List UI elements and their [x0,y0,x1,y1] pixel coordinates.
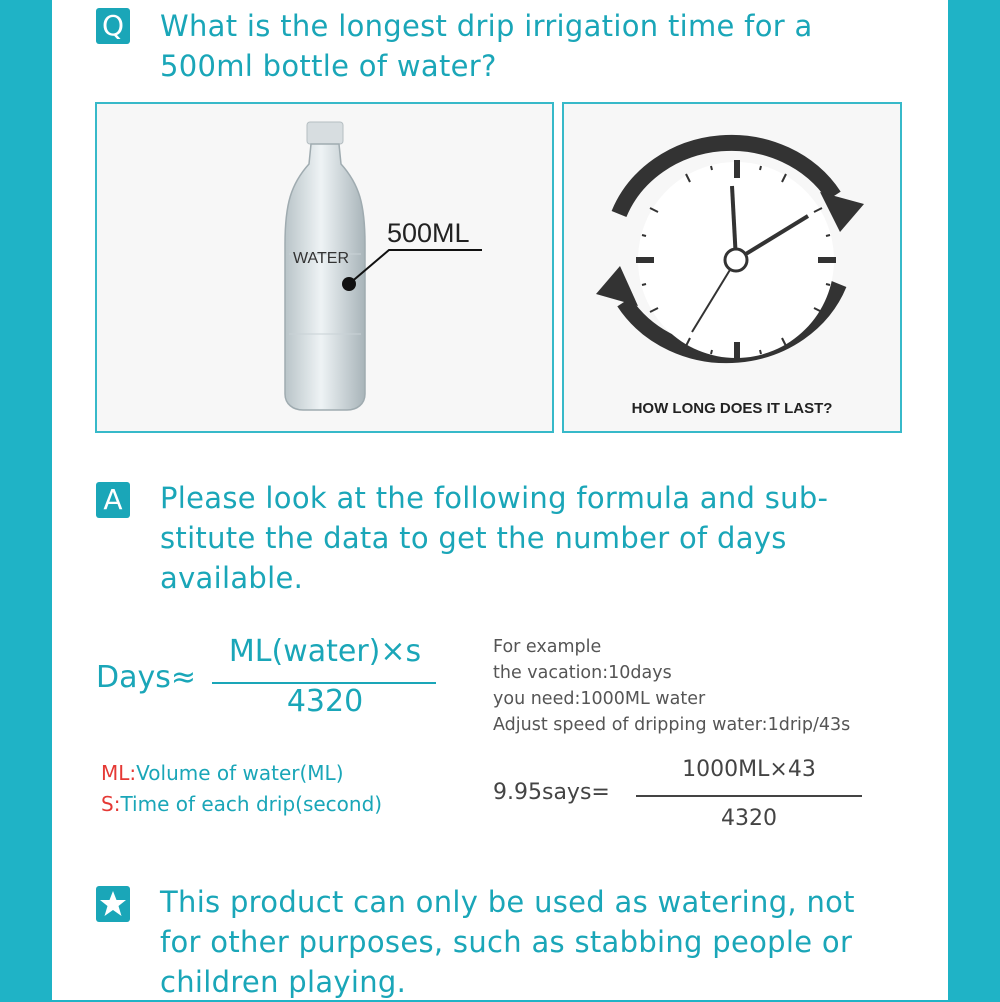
question-heading [160,6,813,86]
note-text [160,882,855,1002]
definition-s-key: S: [101,792,121,816]
question-line-1: What is the longest drip irrigation time for a [160,9,813,43]
calculation-denominator: 4320 [721,806,777,831]
definition-ml-key: ML: [101,761,137,785]
note-badge [96,886,130,922]
question-badge: Q [96,8,130,44]
formula-lhs: Days≈ [96,660,197,695]
clock-icon [596,143,864,360]
answer-line-2: stitute the data to get the number of days [160,521,787,555]
example-line-1: For example [493,637,602,657]
bottle-image-frame [95,102,554,433]
example-line-4: Adjust speed of dripping water:1drip/43s [493,715,851,735]
definition-ml-text: Volume of water(ML) [136,761,344,785]
clock-image-frame [562,102,902,433]
formula-denominator: 4320 [286,684,364,719]
definitions [101,758,382,820]
formula-numerator: ML(water)×s [228,634,422,669]
note-line-2: for other purposes, such as stabbing people or [160,925,853,959]
calculation-fraction-bar [636,795,862,797]
water-label: WATER [293,250,349,267]
answer-badge: A [96,482,130,518]
question-line-2: 500ml bottle of water? [160,49,497,83]
example-line-3: you need:1000ML water [493,689,706,709]
answer-heading [160,478,828,598]
calculation-lhs: 9.95says= [493,780,610,805]
star-icon [96,886,130,922]
note-line-3: children playing. [160,965,407,999]
definition-s [101,789,382,820]
example-line-2: the vacation:10days [493,663,672,683]
answer-line-1: Please look at the following formula and sub- [160,481,829,515]
answer-line-3: available. [160,561,304,595]
volume-label: 500ML [387,218,470,248]
definition-s-text: Time of each drip(second) [120,792,383,816]
definition-ml [101,758,382,789]
calculation-numerator: 1000ML×43 [682,757,816,782]
note-line-1: This product can only be used as watering, not [160,885,855,919]
example-block [493,634,850,738]
clock-illustration [564,104,900,394]
clock-caption: HOW LONG DOES IT LAST? [631,400,833,417]
